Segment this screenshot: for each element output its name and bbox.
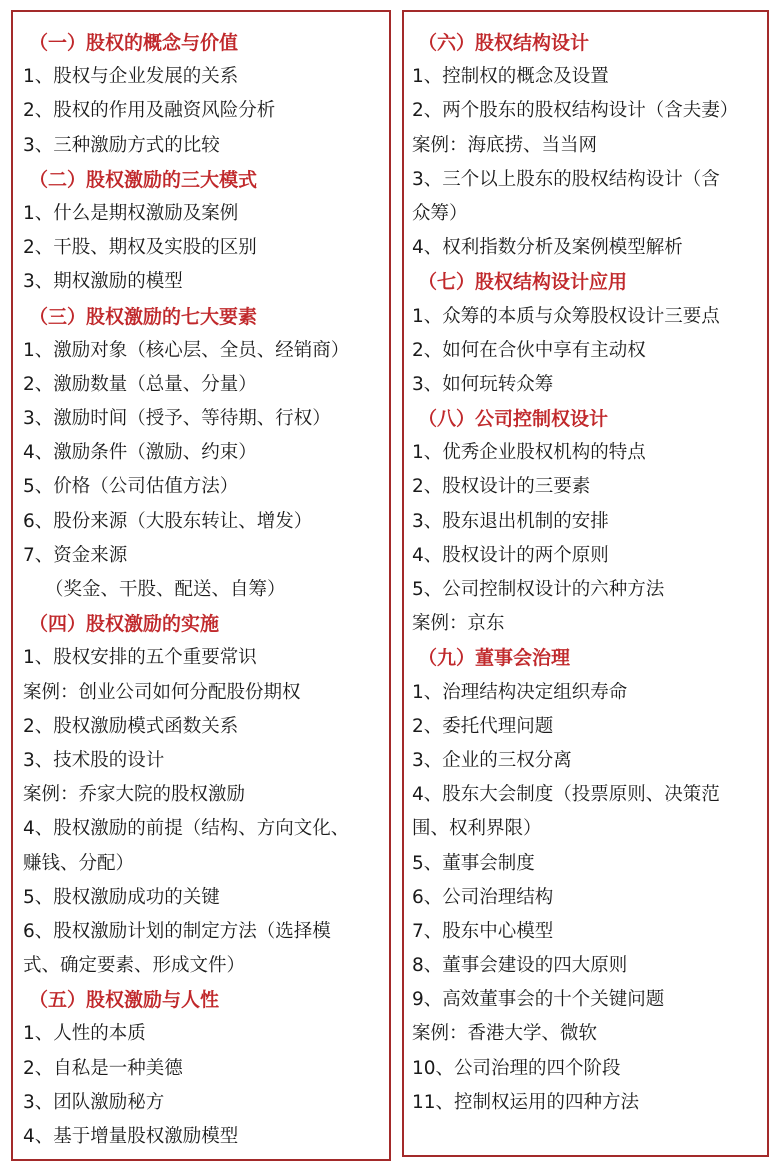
section-heading: （八）公司控制权设计 bbox=[418, 408, 609, 431]
outline-item: 8、董事会建设的四大原则 bbox=[412, 955, 628, 977]
outline-item: 4、权利指数分析及案例模型解析 bbox=[412, 237, 683, 259]
outline-item: 3、三个以上股东的股权结构设计（含 bbox=[412, 168, 720, 190]
outline-item: 3、团队激励秘方 bbox=[23, 1091, 165, 1113]
left-outline-list bbox=[13, 26, 389, 1154]
outline-item: 3、三种激励方式的比较 bbox=[23, 134, 220, 156]
outline-item: 1、优秀企业股权机构的特点 bbox=[412, 442, 646, 464]
outline-item: 1、治理结构决定组织寿命 bbox=[412, 681, 628, 703]
outline-item: 7、资金来源 bbox=[23, 544, 128, 566]
outline-item: 5、价格（公司估值方法） bbox=[23, 476, 239, 498]
outline-item: 2、自私是一种美德 bbox=[23, 1057, 183, 1079]
outline-item: 1、激励对象（核心层、全员、经销商） bbox=[23, 339, 350, 361]
outline-item: 2、两个股东的股权结构设计（含夫妻） bbox=[412, 100, 739, 122]
outline-item: 3、企业的三权分离 bbox=[412, 749, 572, 771]
outline-item: 4、基于增量股权激励模型 bbox=[23, 1126, 239, 1147]
section-heading: （三）股权激励的七大要素 bbox=[29, 305, 258, 328]
outline-item: 3、技术股的设计 bbox=[23, 749, 165, 771]
outline-item: 1、控制权的概念及设置 bbox=[412, 66, 609, 88]
outline-item: 4、激励条件（激励、约束） bbox=[23, 442, 257, 464]
outline-item: 1、什么是期权激励及案例 bbox=[23, 202, 239, 224]
right-column-box bbox=[402, 10, 769, 1157]
outline-item: （奖金、干股、配送、自筹） bbox=[45, 579, 286, 600]
outline-item: 5、公司控制权设计的六种方法 bbox=[412, 579, 665, 600]
outline-item: 9、高效董事会的十个关键问题 bbox=[412, 989, 665, 1011]
outline-item: 1、股权与企业发展的关系 bbox=[23, 66, 239, 88]
outline-item: 2、股权设计的三要素 bbox=[412, 476, 591, 498]
section-heading: （二）股权激励的三大模式 bbox=[29, 168, 258, 191]
outline-item: 围、权利界限） bbox=[412, 818, 542, 840]
outline-item: 案例：香港大学、微软 bbox=[412, 1023, 598, 1045]
section-heading: （四）股权激励的实施 bbox=[29, 613, 220, 636]
section-heading: （五）股权激励与人性 bbox=[29, 989, 220, 1012]
outline-item: 2、股权激励模式函数关系 bbox=[23, 715, 239, 737]
outline-item: 案例：乔家大院的股权激励 bbox=[23, 784, 246, 806]
section-heading: （九）董事会治理 bbox=[418, 647, 571, 670]
outline-item: 10、公司治理的四个阶段 bbox=[412, 1057, 621, 1079]
outline-item: 1、股权安排的五个重要常识 bbox=[23, 647, 257, 669]
outline-item: 1、人性的本质 bbox=[23, 1023, 146, 1045]
outline-item: 3、如何玩转众筹 bbox=[412, 373, 554, 395]
outline-item: 5、董事会制度 bbox=[412, 852, 535, 874]
outline-item: 3、期权激励的模型 bbox=[23, 271, 183, 293]
right-outline-list bbox=[404, 26, 767, 1120]
outline-item: 6、股份来源（大股东转让、增发） bbox=[23, 510, 313, 532]
outline-item: 4、股权设计的两个原则 bbox=[412, 544, 609, 566]
outline-item: 案例：京东 bbox=[412, 613, 505, 635]
outline-item: 4、股东大会制度（投票原则、决策范 bbox=[412, 784, 720, 806]
outline-item: 6、公司治理结构 bbox=[412, 886, 554, 908]
left-column-box bbox=[11, 10, 391, 1161]
outline-item: 2、激励数量（总量、分量） bbox=[23, 373, 257, 395]
outline-item: 赚钱、分配） bbox=[23, 852, 135, 874]
outline-item: 5、股权激励成功的关键 bbox=[23, 886, 220, 908]
outline-item: 2、如何在合伙中享有主动权 bbox=[412, 339, 646, 361]
outline-item: 2、股权的作用及融资风险分析 bbox=[23, 100, 276, 122]
outline-item: 11、控制权运用的四种方法 bbox=[412, 1091, 640, 1113]
outline-item: 式、确定要素、形成文件） bbox=[23, 955, 246, 977]
section-heading: （七）股权结构设计应用 bbox=[418, 271, 628, 294]
section-heading: （一）股权的概念与价值 bbox=[29, 32, 239, 54]
outline-item: 3、激励时间（授予、等待期、行权） bbox=[23, 408, 331, 430]
outline-item: 3、股东退出机制的安排 bbox=[412, 510, 609, 532]
outline-item: 6、股权激励计划的制定方法（选择模 bbox=[23, 920, 331, 942]
outline-item: 2、委托代理问题 bbox=[412, 715, 554, 737]
outline-item: 4、股权激励的前提（结构、方向文化、 bbox=[23, 818, 350, 840]
outline-item: 案例：海底捞、当当网 bbox=[412, 134, 598, 156]
outline-item: 7、股东中心模型 bbox=[412, 920, 554, 942]
outline-item: 众筹） bbox=[412, 202, 468, 224]
section-heading: （六）股权结构设计 bbox=[418, 32, 590, 54]
outline-item: 案例：创业公司如何分配股份期权 bbox=[23, 681, 301, 703]
outline-item: 1、众筹的本质与众筹股权设计三要点 bbox=[412, 305, 720, 327]
outline-item: 2、干股、期权及实股的区别 bbox=[23, 237, 257, 259]
